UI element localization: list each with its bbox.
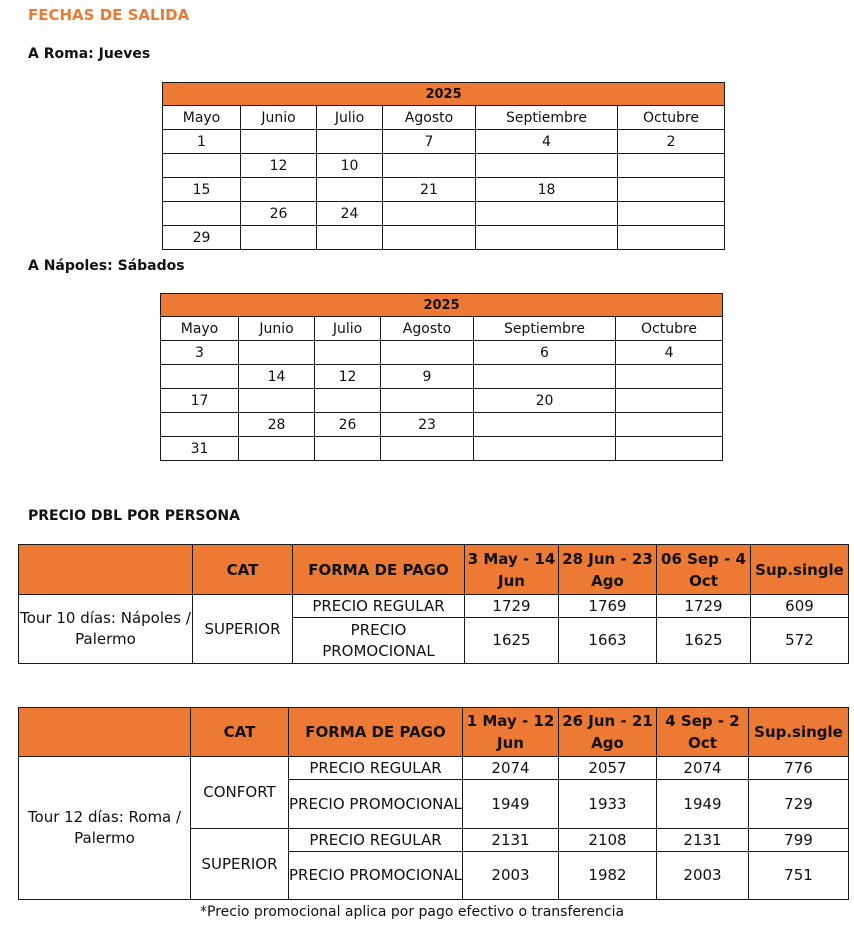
price-cell: 776 [749,757,849,780]
date-cell [239,341,315,365]
price-cell: 572 [751,618,849,664]
price-cell: 1729 [465,595,559,618]
date-cell [383,154,476,178]
period-header: 1 May - 12 Jun [463,708,559,757]
payment-type: PRECIO REGULAR [293,595,465,618]
date-cell [315,341,381,365]
date-cell [317,178,383,202]
date-cell [618,178,725,202]
napoles-heading: A Nápoles: Sábados [28,258,185,274]
date-cell [616,437,723,461]
price-cell: 2057 [559,757,657,780]
date-cell [618,202,725,226]
date-cell [618,154,725,178]
month-header: Julio [315,317,381,341]
price-cell: 2131 [657,829,749,852]
date-cell [616,413,723,437]
date-cell: 28 [239,413,315,437]
date-cell: 4 [476,130,618,154]
price-cell: 751 [749,852,849,900]
date-cell [383,202,476,226]
date-cell [317,130,383,154]
payment-type: PRECIO PROMOCIONAL [289,780,463,829]
month-header: Agosto [381,317,474,341]
month-header: Julio [317,106,383,130]
price-cell: 1949 [463,780,559,829]
period-header: 26 Jun - 21 Ago [559,708,657,757]
date-cell: 4 [616,341,723,365]
date-cell [476,154,618,178]
tour-name: Tour 12 días: Roma / Palermo [19,757,191,900]
date-cell: 18 [476,178,618,202]
napoles-calendar-table [160,293,723,461]
payment-type: PRECIO REGULAR [289,829,463,852]
date-cell: 21 [383,178,476,202]
month-header: Mayo [161,317,239,341]
date-cell [381,341,474,365]
month-header: Octubre [618,106,725,130]
date-cell [239,437,315,461]
price-cell: 729 [749,780,849,829]
month-header: Agosto [383,106,476,130]
month-header: Septiembre [474,317,616,341]
date-cell: 26 [241,202,317,226]
tour-name: Tour 10 días: Nápoles / Palermo [19,595,193,664]
date-cell [241,226,317,250]
date-cell: 20 [474,389,616,413]
date-cell: 31 [161,437,239,461]
year-header: 2025 [161,294,723,317]
date-cell: 6 [474,341,616,365]
price-cell: 799 [749,829,849,852]
single-supplement-header: Sup.single [749,708,849,757]
price-cell: 1949 [657,780,749,829]
date-cell: 17 [161,389,239,413]
date-cell: 14 [239,365,315,389]
blank-header [19,545,193,595]
date-cell [241,178,317,202]
category-cell: CONFORT [191,757,289,829]
date-cell [239,389,315,413]
price-cell: 1729 [657,595,751,618]
cat-header: CAT [193,545,293,595]
blank-header [19,708,191,757]
price-cell: 1933 [559,780,657,829]
price-cell: 1663 [559,618,657,664]
date-cell: 26 [315,413,381,437]
date-cell [315,389,381,413]
category-cell: SUPERIOR [191,829,289,900]
roma-heading: A Roma: Jueves [28,46,151,62]
date-cell: 10 [317,154,383,178]
month-header: Septiembre [476,106,618,130]
date-cell: 12 [241,154,317,178]
date-cell [381,437,474,461]
price-cell: 2003 [463,852,559,900]
date-cell: 7 [383,130,476,154]
period-header: 3 May - 14 Jun [465,545,559,595]
date-cell [317,226,383,250]
date-cell [474,413,616,437]
date-cell: 2 [618,130,725,154]
date-cell: 1 [163,130,241,154]
month-header: Junio [239,317,315,341]
date-cell: 9 [381,365,474,389]
price-cell: 609 [751,595,849,618]
price-cell: 2131 [463,829,559,852]
date-cell [474,437,616,461]
price-cell: 2074 [463,757,559,780]
payment-type: PRECIO PROMOCIONAL [289,852,463,900]
date-cell: 29 [163,226,241,250]
date-cell [476,226,618,250]
cat-header: CAT [191,708,289,757]
payment-header: FORMA DE PAGO [289,708,463,757]
price-cell: 2074 [657,757,749,780]
price-cell: 1982 [559,852,657,900]
date-cell: 15 [163,178,241,202]
period-header: 4 Sep - 2 Oct [657,708,749,757]
date-cell: 3 [161,341,239,365]
date-cell [616,389,723,413]
date-cell: 24 [317,202,383,226]
date-cell [476,202,618,226]
date-cell [163,154,241,178]
price-cell: 1625 [465,618,559,664]
month-header: Octubre [616,317,723,341]
category-cell: SUPERIOR [193,595,293,664]
date-cell [474,365,616,389]
month-header: Junio [241,106,317,130]
date-cell: 23 [381,413,474,437]
payment-type: PRECIO PROMOCIONAL [293,618,465,664]
tour10-price-table [18,544,849,664]
month-header: Mayo [163,106,241,130]
price-cell: 2003 [657,852,749,900]
single-supplement-header: Sup.single [751,545,849,595]
payment-type: PRECIO REGULAR [289,757,463,780]
section-title: FECHAS DE SALIDA [28,6,190,24]
roma-calendar-table [162,82,725,250]
price-cell: 1769 [559,595,657,618]
price-cell: 1625 [657,618,751,664]
date-cell [618,226,725,250]
date-cell: 12 [315,365,381,389]
period-header: 06 Sep - 4 Oct [657,545,751,595]
date-cell [315,437,381,461]
price-heading: PRECIO DBL POR PERSONA [28,508,240,524]
footnote: *Precio promocional aplica por pago efectivo o transferencia [200,904,625,920]
tour12-price-table [18,707,849,900]
period-header: 28 Jun - 23 Ago [559,545,657,595]
date-cell [241,130,317,154]
year-header: 2025 [163,83,725,106]
date-cell [161,365,239,389]
date-cell [383,226,476,250]
date-cell [381,389,474,413]
date-cell [616,365,723,389]
date-cell [161,413,239,437]
payment-header: FORMA DE PAGO [293,545,465,595]
price-cell: 2108 [559,829,657,852]
date-cell [163,202,241,226]
